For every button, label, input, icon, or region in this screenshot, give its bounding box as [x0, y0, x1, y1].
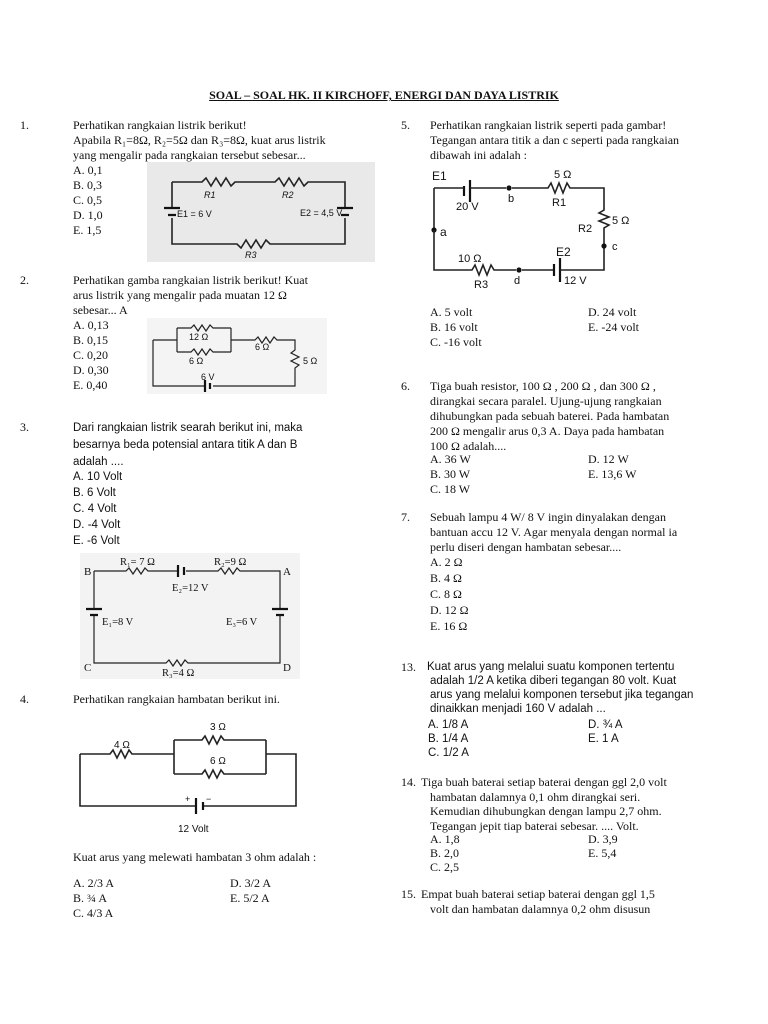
option-e[interactable]: E. -6 Volt — [73, 535, 120, 547]
e1-label: E1 — [432, 169, 447, 183]
point-b-label: b — [508, 193, 515, 205]
option-e[interactable]: E. 1,5 — [73, 223, 102, 237]
point-c-label: c — [612, 241, 618, 253]
option-b[interactable]: B. 2,0 — [430, 846, 460, 860]
question-text: Perhatikan rangkaian listrik berikut! Apabila R₁=8Ω, R₂=5Ω dan R₃=8Ω, kuat arus listrik yang mengalir pada rangkaian tersebut sebesar... — [73, 118, 326, 162]
r1-label: R₁= 7 Ω — [120, 557, 155, 568]
option-c[interactable]: C. 1/2 A — [428, 747, 469, 759]
voltage-12-label: 12 V — [564, 275, 587, 287]
resistor-12-label: 12 Ω — [189, 332, 209, 342]
question-number: 13. — [401, 660, 416, 674]
point-b-label: B — [84, 566, 92, 578]
option-a[interactable]: A. 0,1 — [73, 163, 103, 177]
r1-label: R1 — [552, 197, 567, 209]
option-c[interactable]: C. 18 W — [430, 482, 471, 496]
option-e[interactable]: E. 16 Ω — [430, 619, 468, 633]
option-d[interactable]: D. 12 Ω — [430, 603, 469, 617]
question-text: Tiga buah baterai setiap baterai dengan ggl 2,0 volt hambatan dalamnya 0,1 ohm dirangkai seri. Kemudian dihubungkan dengan lampu 2,7 ohm. Tegangan jepit tiap baterai sebesar. .... Volt. — [421, 775, 667, 833]
resistor-3-label: 3 Ω — [210, 722, 226, 733]
circuit-diagram-q5 — [428, 166, 638, 294]
option-d[interactable]: D. -4 Volt — [73, 519, 121, 531]
e1-label: E₁=8 V — [102, 617, 134, 628]
option-b[interactable]: B. 0,15 — [73, 333, 109, 347]
resistor-5-label: 5 Ω — [303, 356, 318, 366]
option-c[interactable]: C. -16 volt — [430, 335, 482, 349]
resistor-6b-label: 6 Ω — [255, 342, 270, 352]
option-a[interactable]: A. 1/8 A — [428, 719, 469, 731]
question-number: 4. — [20, 692, 29, 706]
e2-label: E₂=12 V — [172, 583, 209, 594]
resistor-6-label: 6 Ω — [210, 756, 226, 767]
question-number: 1. — [20, 118, 29, 132]
option-b[interactable]: B. 1/4 A — [428, 733, 469, 745]
option-a[interactable]: A. 10 Volt — [73, 471, 123, 483]
option-a[interactable]: A. 36 W — [430, 452, 471, 466]
option-a[interactable]: A. 0,13 — [73, 318, 109, 332]
circuit-diagram-q1 — [147, 162, 375, 262]
option-b[interactable]: B. 0,3 — [73, 178, 103, 192]
option-c[interactable]: C. 2,5 — [430, 860, 460, 874]
circuit-diagram-q3 — [80, 553, 300, 679]
question-number: 14. — [401, 775, 416, 789]
r2-label: R2 — [282, 190, 294, 200]
option-d[interactable]: D. 0,30 — [73, 363, 109, 377]
plus-sign: + — [185, 794, 191, 804]
e2-label: E2 = 4,5 V — [300, 208, 343, 218]
r3-label: R₃=4 Ω — [162, 668, 195, 679]
question-number: 6. — [401, 379, 410, 393]
e2-label: E2 — [556, 245, 571, 259]
option-e[interactable]: E. 5,4 — [588, 846, 617, 860]
option-e[interactable]: E. 5/2 A — [230, 891, 270, 905]
question-subtext: Kuat arus yang melewati hambatan 3 ohm adalah : — [73, 850, 317, 864]
question-number: 7. — [401, 510, 410, 524]
circuit-diagram-q2 — [147, 318, 327, 394]
option-b[interactable]: B. 4 Ω — [430, 571, 462, 585]
question-number: 2. — [20, 273, 29, 287]
r1-label: R1 — [204, 190, 216, 200]
option-e[interactable]: E. -24 volt — [588, 320, 639, 334]
option-c[interactable]: C. 8 Ω — [430, 587, 462, 601]
point-d-label: d — [514, 275, 521, 287]
question-number: 15. — [401, 887, 416, 901]
option-a[interactable]: A. 2/3 A — [73, 876, 115, 890]
question-text: Empat buah baterai setiap baterai dengan ggl 1,5 volt dan hambatan dalamnya 0,2 ohm disusun — [421, 887, 655, 916]
r3-label: R3 — [245, 250, 257, 260]
option-a[interactable]: A. 5 volt — [430, 305, 473, 319]
point-a-label: A — [283, 566, 291, 578]
e1-label: E1 = 6 V — [177, 209, 212, 219]
option-e[interactable]: E. 13,6 W — [588, 467, 637, 481]
question-text: Perhatikan rangkaian listrik seperti pada gambar! Tegangan antara titik a dan c seperti pada rangkaian dibawah ini adalah : — [430, 118, 680, 162]
option-c[interactable]: C. 4 Volt — [73, 503, 117, 515]
question-text: Perhatikan rangkaian hambatan berikut ini. — [73, 692, 280, 706]
minus-sign: − — [206, 794, 212, 804]
question-text: Tiga buah resistor, 100 Ω , 200 Ω , dan 300 Ω , dirangkai secara paralel. Ujung-ujung rangkaian dihubungkan pada sebuah baterei. Pada hambatan 200 Ω mengalir arus 0,3 A. Daya pada hambatan 100 Ω adalah.... — [430, 379, 670, 453]
question-text: Dari rangkaian listrik searah berikut ini, maka besarnya beda potensial antara titik A dan B adalah .... — [73, 422, 303, 468]
option-d[interactable]: D. 3/2 A — [230, 876, 272, 890]
question-text: Kuat arus yang melalui suatu komponen tertentu adalah 1/2 A ketika diberi tegangan 80 volt. Kuat arus yang melalui komponen tersebut jika tegangan dinaikkan menjadi 160 V adalah ... — [427, 661, 694, 715]
option-c[interactable]: C. 0,20 — [73, 348, 109, 362]
question-number: 5. — [401, 118, 410, 132]
question-number: 3. — [20, 420, 29, 434]
resistor-6a-label: 6 Ω — [189, 356, 204, 366]
point-d-label: D — [283, 662, 291, 674]
option-d[interactable]: D. 24 volt — [588, 305, 637, 319]
r2-label: R₂=9 Ω — [214, 557, 247, 568]
option-d[interactable]: D. 12 W — [588, 452, 629, 466]
point-a-label: a — [440, 225, 447, 239]
option-b[interactable]: B. 6 Volt — [73, 487, 116, 499]
option-d[interactable]: D. ¾ A — [588, 719, 623, 731]
voltage-label: 6 V — [201, 372, 215, 382]
question-text: Perhatikan gamba rangkaian listrik berikut! Kuat arus listrik yang mengalir pada muatan 12 Ω sebesar... A — [73, 273, 308, 317]
option-e[interactable]: E. 1 A — [588, 733, 619, 745]
option-d[interactable]: D. 1,0 — [73, 208, 103, 222]
option-c[interactable]: C. 0,5 — [73, 193, 103, 207]
question-text: Sebuah lampu 4 W/ 8 V ingin dinyalakan dengan bantuan accu 12 V. Agar menyala dengan normal ia perlu diseri dengan hambatan sebesar.... — [430, 510, 678, 554]
circuit-diagram-q4 — [78, 714, 304, 836]
point-c-label: C — [84, 662, 92, 674]
voltage-label: 12 Volt — [178, 824, 209, 835]
option-e[interactable]: E. 0,40 — [73, 378, 108, 392]
r2-label: R2 — [578, 223, 593, 235]
e3-label: E₃=6 V — [226, 617, 258, 628]
r3-label: R3 — [474, 279, 489, 291]
resistor-5b-label: 5 Ω — [612, 215, 630, 227]
option-b[interactable]: B. ¾ A — [73, 891, 108, 905]
option-a[interactable]: A. 1,8 — [430, 832, 460, 846]
option-a[interactable]: A. 2 Ω — [430, 555, 463, 569]
resistor-5a-label: 5 Ω — [554, 169, 572, 181]
option-b[interactable]: B. 16 volt — [430, 320, 478, 334]
option-b[interactable]: B. 30 W — [430, 467, 471, 481]
voltage-20-label: 20 V — [456, 201, 479, 213]
option-c[interactable]: C. 4/3 A — [73, 906, 114, 920]
resistor-10-label: 10 Ω — [458, 253, 482, 265]
option-d[interactable]: D. 3,9 — [588, 832, 618, 846]
page-title: SOAL – SOAL HK. II KIRCHOFF, ENERGI DAN DAYA LISTRIK — [209, 88, 559, 102]
resistor-4-label: 4 Ω — [114, 740, 130, 751]
